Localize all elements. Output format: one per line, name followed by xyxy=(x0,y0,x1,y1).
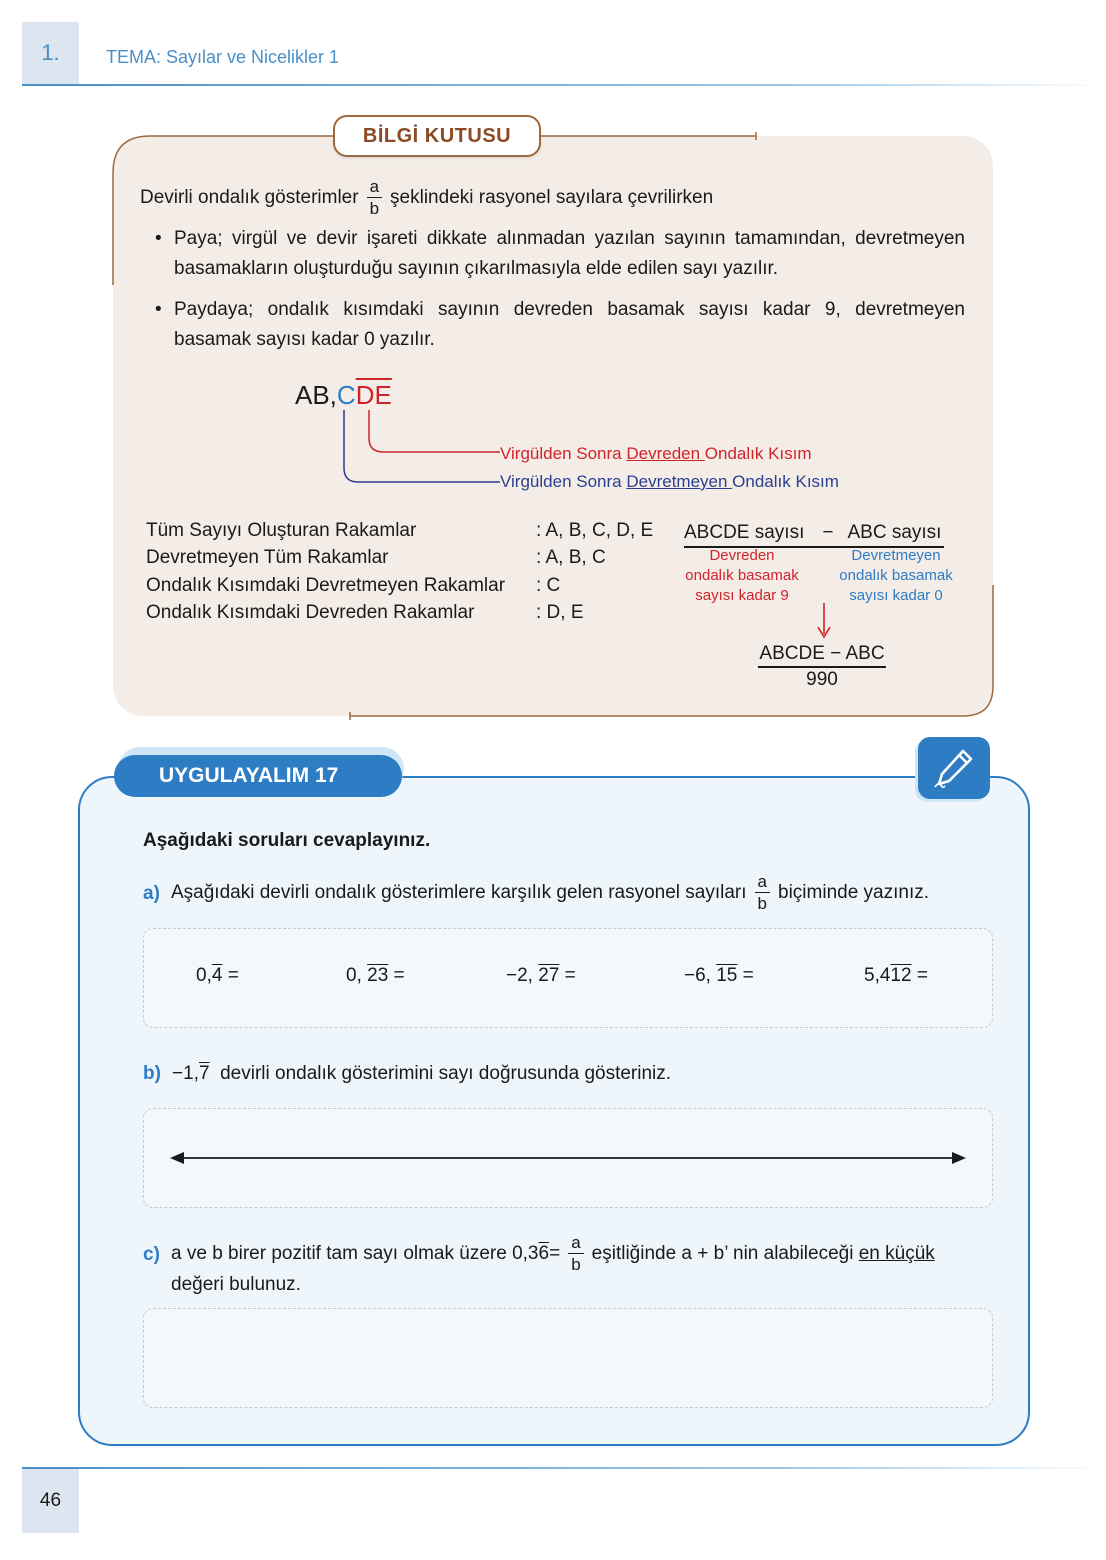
pencil-icon-glyph xyxy=(931,745,977,791)
note-line: sayısı kadar 9 xyxy=(695,587,789,604)
item-repeating: 15 xyxy=(716,965,738,986)
theme-title: TEMA: Sayılar ve Nicelikler 1 xyxy=(106,47,340,67)
question-a-label: a) xyxy=(143,883,160,904)
item-int: 0, xyxy=(196,965,212,986)
label-pre: Virgülden Sonra xyxy=(500,472,627,491)
definition-value: : C xyxy=(536,575,561,596)
item-equals: = xyxy=(559,965,576,986)
label-key: Devreden xyxy=(626,444,705,463)
note-line: Devreden xyxy=(709,547,775,564)
bullet-dot: • xyxy=(155,228,162,249)
item-equals: = xyxy=(737,965,754,986)
definition-value: : A, B, C xyxy=(536,547,606,568)
header-divider xyxy=(22,84,1106,86)
emphasized-text: en küçük xyxy=(858,1242,935,1264)
question-text-after: biçiminde yazınız. xyxy=(778,881,930,903)
item-repeating: 12 xyxy=(890,965,912,986)
definition-label: Devretmeyen Tüm Rakamlar xyxy=(146,547,389,568)
item-int: 2, xyxy=(517,965,539,986)
result-fraction-bar xyxy=(758,666,886,668)
number-integer-part: AB, xyxy=(295,380,337,410)
note-line: Devretmeyen xyxy=(851,547,941,564)
page-number: 46 xyxy=(22,1469,79,1533)
question-c-label: c) xyxy=(143,1244,160,1265)
item-equals: = xyxy=(911,965,928,986)
definition-label: Ondalık Kısımdaki Devretmeyen Rakamlar xyxy=(146,575,506,596)
repeating-decimal-item xyxy=(684,965,754,987)
equals-sign: = xyxy=(549,1242,561,1264)
label-post: Ondalık Kısım xyxy=(704,444,812,463)
result-denominator: 990 xyxy=(806,669,838,690)
note-repeating xyxy=(672,546,812,606)
value-repeating: 6 xyxy=(538,1242,550,1264)
fraction-a-over-b xyxy=(568,1234,583,1273)
note-line: ondalık basamak xyxy=(839,567,953,584)
fraction-numerator: a xyxy=(367,178,382,198)
fraction-a-over-b xyxy=(755,873,770,912)
item-equals: = xyxy=(388,965,405,986)
question-c-text xyxy=(171,1234,935,1273)
result-numerator: ABCDE − ABC xyxy=(759,643,885,664)
fraction-a-over-b xyxy=(367,178,382,217)
label-post: Ondalık Kısım xyxy=(732,472,839,491)
item-int: 5,4 xyxy=(864,965,891,986)
info-box xyxy=(113,136,993,716)
note-nonrepeating xyxy=(826,546,966,606)
question-text: devirli ondalık gösterimini sayı doğrusunda gösteriniz. xyxy=(220,1063,672,1084)
item-int: 6, xyxy=(695,965,717,986)
value-int: −1, xyxy=(172,1063,199,1084)
intro-text-before: Devirli ondalık gösterimler xyxy=(140,186,359,208)
intro-text-after: şeklindeki rasyonel sayılara çevrilirken xyxy=(390,186,714,208)
answer-area-b[interactable] xyxy=(143,1108,993,1208)
formula-left: ABCDE sayısı xyxy=(684,522,805,543)
repeating-number-example xyxy=(295,380,392,411)
item-int: 0, xyxy=(346,965,368,986)
formula-right: ABC sayısı xyxy=(847,522,942,543)
definition-label: Ondalık Kısımdaki Devreden Rakamlar xyxy=(146,602,475,623)
info-box-title: BİLGİ KUTUSU xyxy=(333,115,541,157)
definition-value: : A, B, C, D, E xyxy=(536,520,654,541)
fraction-denominator: b xyxy=(757,894,768,913)
item-repeating: 27 xyxy=(538,965,560,986)
repeating-decimal-item xyxy=(196,965,239,987)
repeating-part-label xyxy=(500,444,812,464)
value-repeating: 7 xyxy=(198,1063,210,1084)
label-pre: Virgülden Sonra xyxy=(500,444,627,463)
number-nonrepeating-digit: C xyxy=(336,380,356,410)
label-key: Devretmeyen xyxy=(626,472,733,491)
question-text-after: eşitliğinde a + b’ nin alabileceği xyxy=(591,1242,854,1264)
question-c-line2: değeri bulunuz. xyxy=(171,1274,301,1295)
bullet-dot: • xyxy=(155,299,162,320)
info-bullet xyxy=(155,224,965,284)
definition-label: Tüm Sayıyı Oluşturan Rakamlar xyxy=(146,520,417,541)
info-bullet xyxy=(155,295,965,355)
pencil-icon xyxy=(918,737,990,799)
item-equals: = xyxy=(222,965,239,986)
item-repeating: 4 xyxy=(211,965,223,986)
practice-title: UYGULAYALIM 17 xyxy=(114,755,402,797)
repeating-decimal-item xyxy=(346,965,405,987)
formula-numerator xyxy=(684,522,941,544)
nonrepeating-part-label xyxy=(500,472,839,492)
question-b-label: b) xyxy=(143,1063,161,1084)
number-repeating-digits: $\overline{DE}$ xyxy=(355,380,392,410)
fraction-numerator: a xyxy=(568,1234,583,1254)
fraction-denominator: b xyxy=(571,1255,581,1274)
question-text-before: Aşağıdaki devirli ondalık gösterimlere karşılık gelen rasyonel sayıları xyxy=(171,881,747,903)
info-intro xyxy=(140,178,713,217)
fraction-denominator: b xyxy=(369,199,380,218)
footer-divider xyxy=(22,1467,1106,1469)
question-text-before: a ve b birer pozitif tam sayı olmak üzere 0,3 xyxy=(171,1242,539,1264)
definition-value: : D, E xyxy=(536,602,584,623)
fraction-numerator: a xyxy=(755,873,770,893)
bullet-text: Paydaya; ondalık kısımdaki sayının devreden basamak sayısı kadar 9, devretmeyen basamak sayısı kadar 0 yazılır. xyxy=(174,299,965,350)
note-line: ondalık basamak xyxy=(685,567,799,584)
chapter-number: 1. xyxy=(22,22,79,84)
note-line: sayısı kadar 0 xyxy=(849,587,943,604)
repeating-decimal-item xyxy=(864,965,928,987)
bullet-text: Paya; virgül ve devir işareti dikkate alınmadan yazılan sayının tamamından, devretmeyen basamakların oluşturduğu sayının çıkarılmasıyla elde edilen sayı yazılır. xyxy=(174,228,965,279)
item-repeating: 23 xyxy=(367,965,389,986)
item-sign: − xyxy=(684,965,696,986)
practice-instruction: Aşağıdaki soruları cevaplayınız. xyxy=(143,830,431,851)
formula-minus: − xyxy=(822,522,834,543)
question-b-text xyxy=(172,1063,671,1085)
item-sign: − xyxy=(506,965,518,986)
question-a-text xyxy=(171,873,929,912)
repeating-decimal-item xyxy=(506,965,576,987)
answer-area-c[interactable] xyxy=(143,1308,993,1408)
